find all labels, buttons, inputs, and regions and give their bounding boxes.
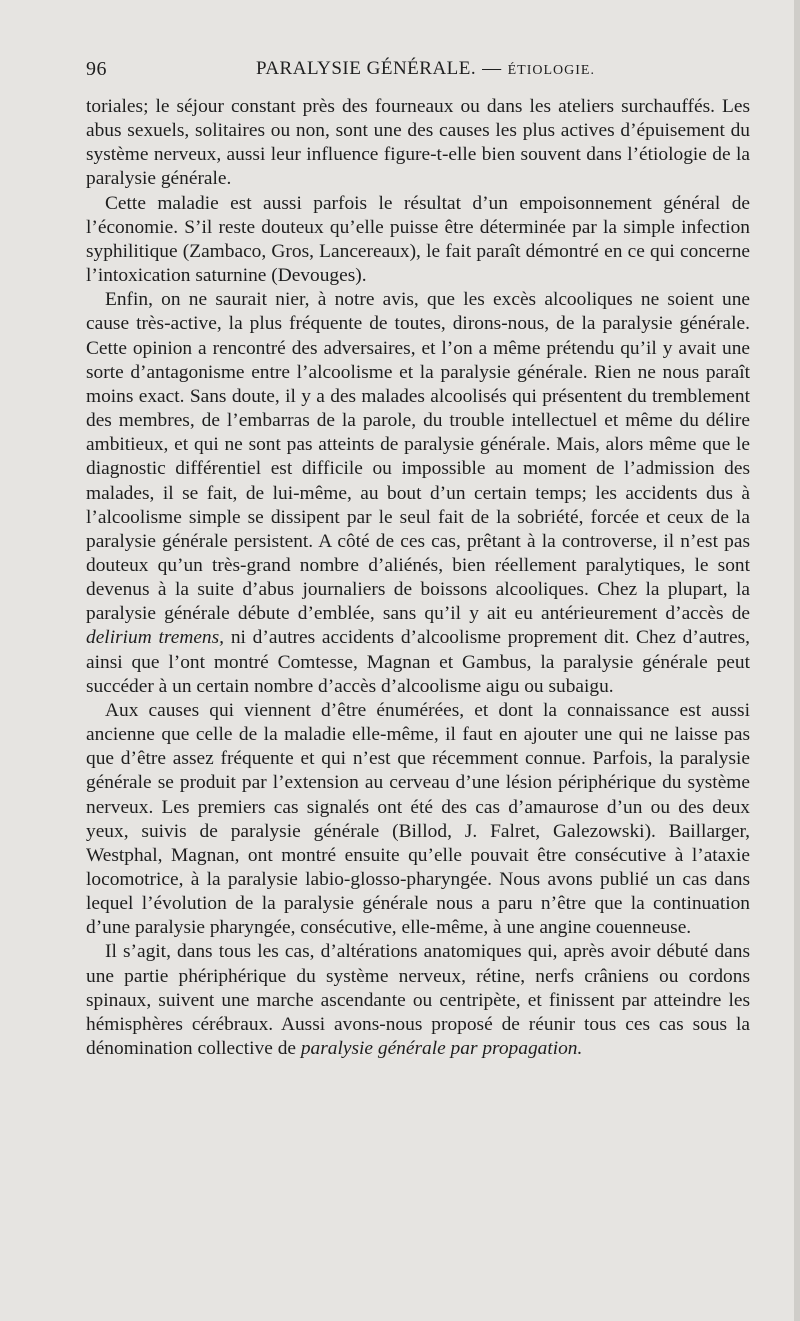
paragraph <box>86 699 750 941</box>
title-separator: — <box>482 58 502 79</box>
paragraph-5-text: Il s’agit, dans tous les cas, d’altérations anatomiques qui, après avoir débuté dans une partie phériphérique du système nerveux, rétine, nerfs crâniens ou cordons spinaux, suivent une marche ascendante ou centripète, et finissent par atteindre les hémisphères cérébraux. Aussi avons-nous proposé de réunir tous ces cas sous la dénomination collective de <box>86 941 750 1060</box>
italic-term: paralysie générale par propagation. <box>300 1038 583 1060</box>
page-number: 96 <box>86 58 107 80</box>
paragraph <box>86 940 750 1061</box>
running-header <box>86 58 750 86</box>
paragraph-1-text: toriales; le séjour constant près des fourneaux ou dans les ateliers surchauffés. Les abus sexuels, solitaires ou non, sont une des causes les plus actives d’épuisement du système nerveux, aussi leur influence figure-t-elle bien souvent dans l’étiologie de la paralysie générale. <box>86 96 750 190</box>
section-title: ÉTIOLOGIE. <box>507 63 595 78</box>
paragraph-2-text: Cette maladie est aussi parfois le résultat d’un empoisonnement général de l’économie. S’il reste douteux qu’elle puisse être déterminée par la simple infection syphilitique (Zambaco, Gros, Lancereaux), le fait paraît démontré en ce qui concerne l’intoxication saturnine (Devouges). <box>86 192 750 287</box>
paragraph <box>86 288 750 699</box>
body-text <box>86 95 750 1061</box>
italic-term: delirium tremens, <box>86 627 225 649</box>
paragraph <box>86 192 750 289</box>
paragraph-3-text: Enfin, on ne saurait nier, à notre avis, que les excès alcooliques ne soient une cause très-active, la plus fréquente de toutes, dirons-nous, de la paralysie générale. Cette opinion a rencontré des adversaires, et l’on a même prétendu qu’il y avait une sorte d’antagonisme entre l’alcoolisme et la paralysie générale. Rien ne nous paraît moins exact. Sans doute, il y a des malades alcoolisés qui présentent du tremblement des membres, de l’embarras de la parole, du trouble intellectuel et même du délire ambitieux, et qui ne sont pas atteints de paralysie générale. Mais, alors même que le diagnostic différentiel est difficile ou impossible au moment de l’admission des malades, il se fait, de lui-même, au bout d’un certain temps; les accidents dus à l’alcoolisme simple se dissipent par le seul fait de la sobriété, forcée et ceux de la paralysie générale persistent. A côté de ces cas, prêtant à la controverse, il n’est pas douteux qu’un très-grand nombre d’aliénés, bien réellement paralytiques, le sont devenus à la suite d’abus journaliers de boissons alcooliques. Chez la plupart, la paralysie générale débute d’emblée, sans qu’il y ait eu antérieurement d’accès de <box>86 289 750 625</box>
paragraph-4-text: Aux causes qui viennent d’être énumérées, et dont la connaissance est aussi ancienne que celle de la maladie elle-même, il faut en ajouter une qui ne laisse pas que d’être assez fréquente et qui n’est que récemment connue. Parfois, la paralysie générale se produit par l’extension au cerveau d’une lésion périphérique du système nerveux. Les premiers cas signalés ont été des cas d’amaurose d’un ou des deux yeux, suivis de paralysie générale (Billod, J. Falret, Galezowski). Baillarger, Westphal, Magnan, ont montré ensuite qu’elle pouvait être consécutive à l’ataxie locomotrice, à la paralysie labio-glosso-pharyngée. Nous avons publié un cas dans lequel l’évolution de la paralysie générale nous a paru n’être que la continuation d’une paralysie pharyngée, consécutive, elle-même, à une angine couenneuse. <box>86 699 750 939</box>
paragraph-continued <box>86 95 750 192</box>
page-edge <box>794 0 800 1321</box>
running-title <box>256 58 595 80</box>
paragraph-3-text-end: ni d’autres accidents d’alcoolisme proprement dit. Chez d’autres, ainsi que l’ont montré Comtesse, Magnan et Gambus, la paralysie générale peut succéder à un certain nombre d’accès d’alcoolisme aigu ou subaigu. <box>86 627 750 697</box>
book-title: PARALYSIE GÉNÉRALE. <box>256 58 477 79</box>
